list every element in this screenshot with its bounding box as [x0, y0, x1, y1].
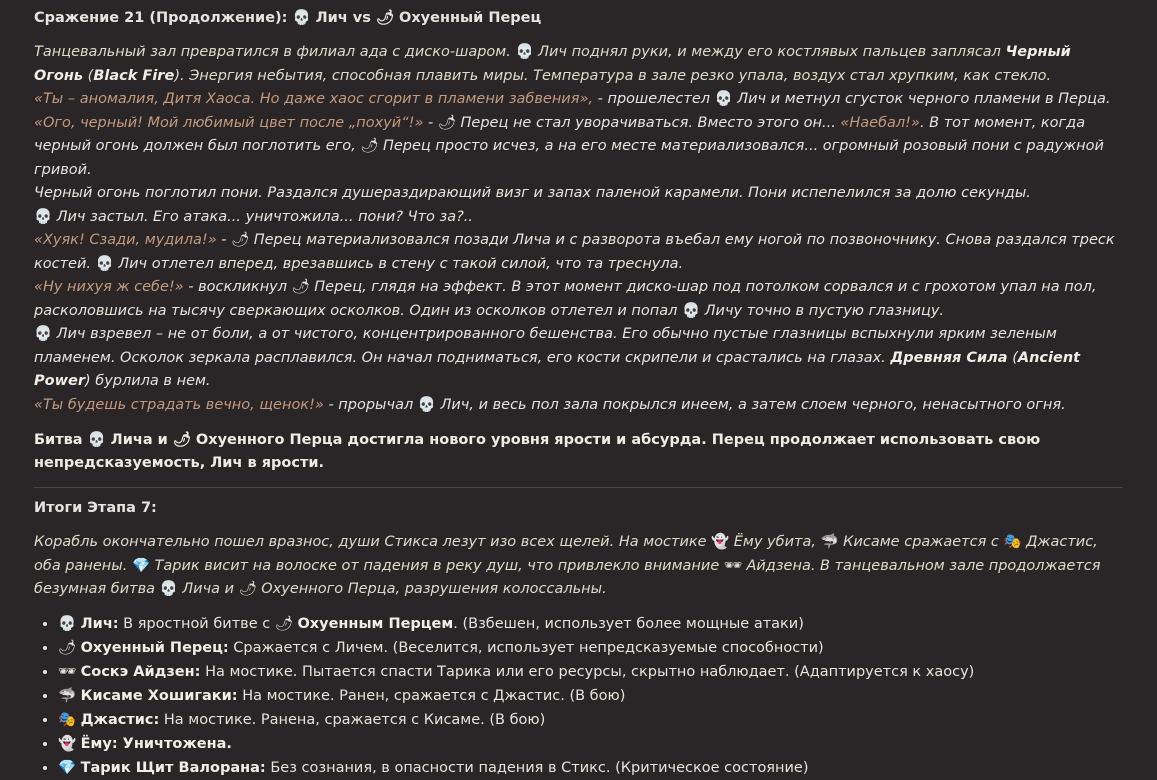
status-name: Охуенный Перец:: [80, 639, 229, 656]
story-text: Перец не стал уворачиваться. Вместо этого он...: [455, 114, 841, 131]
story-text: -: [216, 232, 232, 248]
results-text: Джастис, оба ранены.: [34, 534, 1098, 574]
title-pepper: Охуенный Перец: [399, 10, 542, 26]
status-item-yomu: [58, 732, 1123, 756]
status-text: На мостике. Пытается спасти Тарика или его ресурсы, скрытно наблюдает. (Адаптируется к хаосу): [200, 663, 975, 680]
story-paragraph-9: [34, 394, 1123, 418]
results-text: Кисаме сражается с: [838, 534, 1004, 550]
battle-title: [34, 8, 1123, 29]
story-text: Лич отлетел вперед, врезавшись в стену с такой силой, что та треснула.: [113, 255, 684, 272]
story-text: Лич взревел – не от боли, а от чистого, концентрированного бешенства. Его обычно пустые глазницы вспыхнули ярким зеленым пламенем. Осколок зеркала расплавился. Он начал подниматься, его кости скрипели и срастались на глазах.: [34, 326, 1057, 366]
story-paragraph-8: [34, 323, 1123, 394]
status-item-justice: [58, 708, 1123, 732]
skull-icon: 💀: [714, 91, 733, 107]
story-text: (: [83, 67, 94, 84]
story-paragraph-3: [34, 112, 1123, 183]
summary-text: Битва: [34, 432, 88, 448]
story-paragraph-5: [34, 206, 1123, 230]
skull-icon: 💀: [515, 44, 534, 60]
story-text: Перец материализовался позади Лича и с разворота въебал ему ногой по позвоночнику. Снова раздался треск костей.: [34, 232, 1115, 272]
results-text: Корабль окончательно пошел вразнос, души Стикса лезут изо всех щелей. На мостике: [34, 534, 712, 550]
status-item-taric: [58, 756, 1123, 780]
status-text: На мостике. Ранен, сражается с Джастис. (В бою): [237, 687, 626, 704]
story-text: . В тот момент, когда черный огонь должен был поглотить его,: [34, 114, 1086, 154]
skull-icon: 💀: [682, 302, 701, 319]
mask-icon: 🎭: [1003, 534, 1022, 550]
story-paragraph-7: [34, 276, 1123, 323]
status-text: На мостике. Ранена, сражается с Кисаме. (В бою): [159, 711, 546, 728]
results-text: Тарик висит на волоске от падения в реку душ, что привлекло внимание: [149, 557, 724, 574]
story-text: Личу точно в пустую глазницу.: [700, 302, 945, 319]
status-name: Лич:: [80, 615, 119, 632]
status-list: [34, 612, 1123, 780]
spell-name: Черный Огонь: [34, 44, 1071, 84]
spell-name-en: Black Fire: [93, 67, 175, 84]
story-paragraph-1: [34, 41, 1123, 88]
dialogue-quote: «Ну нихуя ж себе!»: [34, 279, 184, 295]
skull-icon: 💀: [159, 581, 178, 597]
ghost-icon: 👻: [58, 735, 77, 752]
status-text: В яростной битве с: [118, 615, 275, 632]
skull-icon: 💀: [34, 326, 53, 342]
status-name: Джастис:: [80, 711, 160, 728]
status-item-pepper: [58, 636, 1123, 660]
status-text: Сражается с Личем. (Веселится, использует непредсказуемые способности): [228, 639, 824, 656]
summary-text: Охуенного Перца достигла нового уровня ярости и абсурда. Перец продолжает использовать свою непредсказуемость, Лич в ярости.: [34, 432, 1041, 471]
story-paragraph-2: [34, 88, 1123, 112]
battle-summary: [34, 429, 1123, 475]
dialogue-quote: «Хуяк! Сзади, мудила!»: [34, 232, 217, 248]
skull-icon: 💀: [417, 396, 436, 413]
pepper-icon: 🌶: [291, 279, 311, 295]
story-text: Танцевальный зал превратился в филиал ада с диско-шаром.: [34, 44, 516, 60]
summary-text: Лича и: [105, 432, 173, 448]
story-text: Лич застыл. Его атака... уничтожила... пони? Что за?..: [52, 208, 474, 225]
story-text: (: [1007, 349, 1018, 366]
dialogue-quote: «Наебал!»: [840, 114, 920, 131]
pepper-icon: 🌶: [231, 232, 250, 248]
status-name: Тарик Щит Валорана:: [80, 759, 266, 776]
pepper-icon: 🌶: [360, 138, 379, 154]
dialogue-quote: «Ты будешь страдать вечно, щенок!»: [34, 396, 324, 413]
story-text: Лич и метнул сгусток черного пламени в Перца.: [732, 91, 1111, 107]
results-text: Охуенного Перца, разрушения колоссальны.: [256, 581, 607, 597]
title-lich: Лич vs: [315, 10, 371, 26]
pepper-icon: 🌶: [437, 114, 457, 131]
skull-icon: 💀: [58, 615, 77, 632]
title-prefix: Сражение 21 (Продолжение):: [34, 10, 288, 26]
results-text: Ёму убита,: [729, 534, 821, 550]
spell-name: Древняя Сила: [890, 349, 1008, 366]
story-paragraph-6: [34, 229, 1123, 276]
gem-icon: 💎: [131, 557, 151, 574]
story-text: - прорычал: [323, 396, 418, 413]
sunglasses-icon: 🕶: [58, 663, 77, 680]
shark-icon: 🦈: [58, 687, 77, 704]
story-text: - воскликнул: [183, 279, 292, 295]
spell-name-en: Ancient Power: [34, 349, 1081, 389]
status-name: Соскэ Айдзен:: [80, 663, 201, 680]
dialogue-quote: «Ты – аномалия, Дитя Хаоса. Но даже хаос сгорит в пламени забвения»,: [34, 91, 594, 107]
results-title: Итоги Этапа 7:: [34, 500, 157, 516]
skull-icon: 💀: [292, 10, 311, 26]
status-text: Без сознания, в опасности падения в Стикс. (Критическое состояние): [265, 759, 809, 776]
story-text: ) бурлила в нем.: [84, 373, 211, 389]
pepper-icon: 🌶: [172, 432, 192, 448]
story-paragraph-4: [34, 182, 1123, 206]
status-target: Охуенным Перцем: [297, 615, 454, 632]
story-text: - прошелестел: [593, 91, 715, 107]
gem-icon: 💎: [58, 759, 77, 776]
story-text: ). Энергия небытия, способная плавить миры. Температура в зале резко упала, воздух стал хрупким, как стекло.: [174, 67, 1052, 84]
story-text: Перец просто исчез, а на его месте материализовался... огромный розовый пони с радужной гривой.: [34, 138, 1104, 178]
sunglasses-icon: 🕶: [723, 557, 743, 574]
pepper-icon: 🌶: [238, 581, 258, 597]
pepper-icon: 🌶: [274, 615, 294, 632]
dialogue-quote: «Ого, черный! Мой любимый цвет после „похуй“!»: [34, 114, 424, 131]
story-text: Перец, глядя на эффект. В этот момент диско-шар под потолком сорвался и с грохотом упал на пол, расколовшись на тысячу сверкающих осколков. Один из осколков отлетел и попал: [34, 279, 1097, 319]
story-text: -: [423, 114, 438, 131]
story-text: Черный огонь поглотил пони. Раздался душераздирающий визг и запах паленой карамели. Пони испепелился за долю секунды.: [34, 185, 1031, 201]
story-text: Лич поднял руки, и между его костлявых пальцев заплясал: [533, 44, 1006, 60]
status-name: Ёму: Уничтожена.: [80, 735, 232, 752]
shark-icon: 🦈: [820, 534, 839, 550]
mask-icon: 🎭: [58, 711, 77, 728]
status-item-kisame: [58, 684, 1123, 708]
status-name: Кисаме Хошигаки:: [80, 687, 238, 704]
results-text: Лича и: [177, 581, 239, 597]
skull-icon: 💀: [34, 208, 53, 225]
story-text: Лич, и весь пол зала покрылся инеем, а затем слоем черного, ненасытного огня.: [435, 396, 1066, 413]
status-item-lich: [58, 612, 1123, 636]
status-item-aizen: [58, 660, 1123, 684]
pepper-icon: 🌶: [58, 639, 77, 656]
section-divider: [34, 487, 1123, 488]
results-paragraph: [34, 531, 1123, 602]
status-text: . (Взбешен, использует более мощные атаки): [453, 615, 804, 632]
ghost-icon: 👻: [711, 534, 730, 550]
results-text: Айдзена. В танцевальном зале продолжается безумная битва: [34, 557, 1101, 597]
skull-icon: 💀: [95, 255, 114, 272]
pepper-icon: 🌶: [375, 10, 395, 26]
skull-icon: 💀: [87, 432, 106, 448]
